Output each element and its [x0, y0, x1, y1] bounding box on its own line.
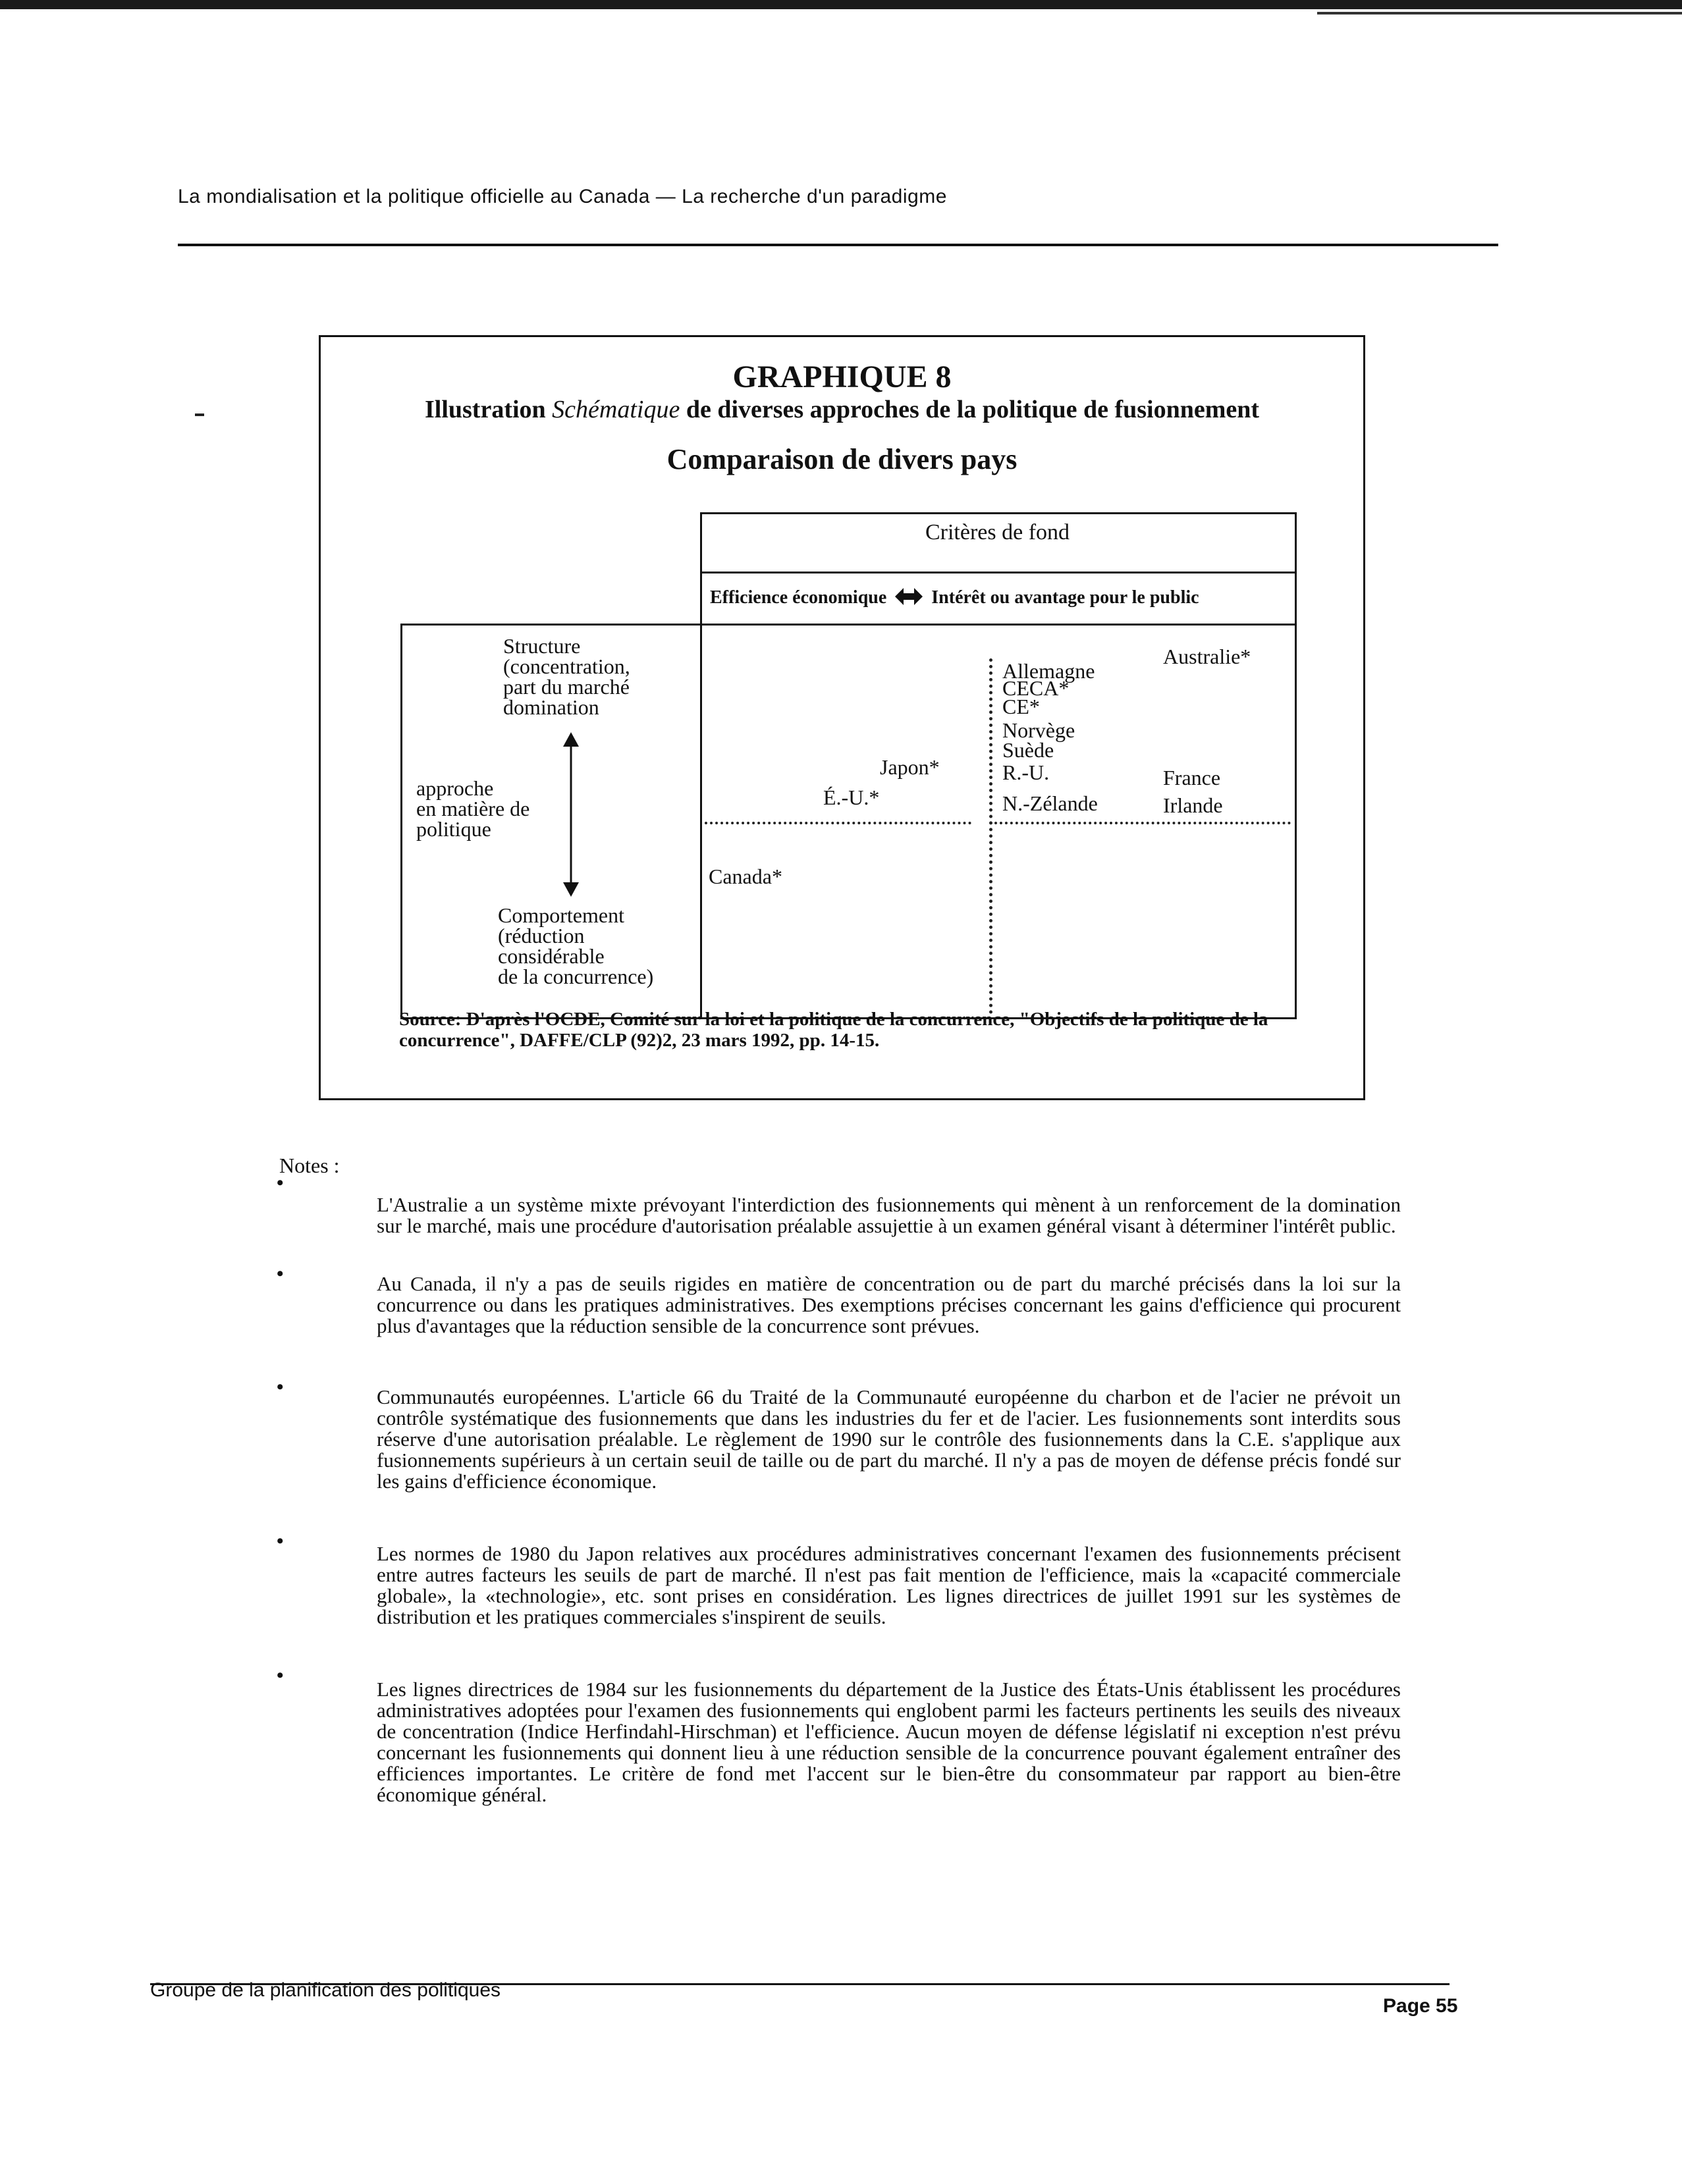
- country-nzelande: N.-Zélande: [1002, 791, 1098, 815]
- row-label-policy: approche en matière de politique: [416, 776, 530, 841]
- country-france: France: [1163, 766, 1221, 789]
- running-head: La mondialisation et la politique officielle au Canada — La recherche d'un paradigme: [178, 186, 947, 207]
- margin-mark: [195, 413, 204, 416]
- scan-top-edge: [0, 0, 1682, 9]
- note-communautes: Communautés européennes. L'article 66 du Traité de la Communauté européenne du charbon et de l'acier ne prévoit un contrôle systématique des fusionnements que dans les industries du fer et de l'acier. Les fusionnements sont interdits sous réserve d'une autorisation préalable. Le règlement de 1990 sur le contrôle des fusionnements dans la C.E. s'applique aux fusionnements supérieurs à un certain seuil de taille ou de part du marché. Il n'y a pas de moyen de défense précis fondé sur les gains d'efficience économique.: [377, 1385, 1401, 1493]
- country-japon: Japon*: [880, 755, 940, 779]
- country-australie: Australie*: [1163, 645, 1251, 668]
- note-bullet: •: [277, 1263, 284, 1285]
- figure-source: Source: D'après l'OCDE, Comité sur la loi et la politique de la concurrence, "Objectifs de la politique de la concurrence", DAFFE/CLP (92)2, 23 mars 1992, pp. 14-15.: [399, 1009, 1268, 1051]
- matrix-left-divider: [700, 624, 702, 1017]
- country-canada: Canada*: [709, 865, 782, 888]
- country-ceca: CECA*: [1002, 676, 1070, 700]
- note-bullet: •: [277, 1665, 284, 1686]
- note-bullet: •: [277, 1376, 284, 1398]
- row-label-structure: Structure (concentration, part du marché domination: [503, 634, 630, 719]
- note-japon: Les normes de 1980 du Japon relatives aux procédures administratives concernant l'examen des fusionnements précisent entre autres facteurs les seuils de part de marché. Il n'est pas fait mention de l'efficience, mais la «capacité commerciale globale», la «technologie», etc. sont prises en considération. Les lignes directrices de juillet 1991 sur les systèmes de distribution et les pratiques commerciales s'inspirent de seuils.: [377, 1542, 1401, 1628]
- dotted-divider-right: [994, 822, 1291, 824]
- note-etats-unis: Les lignes directrices de 1984 sur les fusionnements du département de la Justice des États-Unis établissent les procédures administratives adoptées pour l'examen des fusionnements qui englobent parmi les facteurs pertinents les seuils des niveaux de concentration (Indice Herfindahl-Hirschman) et l'efficience. Aucun moyen de défense législatif ni exception n'est prévu concernant les fusionnements qui donnent lieu à une réduction sensible de la concurrence pouvant également entraîner des efficiences importantes. Le critère de fond met l'accent sur le bien-être du consommateur par rapport au bien-être économique général.: [377, 1678, 1401, 1806]
- figure-number: GRAPHIQUE 8: [732, 360, 952, 394]
- row-label-behaviour: Comportement (réduction considérable de la concurrence): [498, 903, 654, 988]
- page-number: Page 55: [1383, 1995, 1458, 2017]
- country-ce: CE*: [1002, 695, 1040, 718]
- figure-title-suffix: de diverses approches de la politique de fusionnement: [686, 396, 1260, 423]
- double-arrow-icon: [895, 588, 923, 610]
- note-australie: L'Australie a un système mixte prévoyant l'interdiction des fusionnements qui mènent à un renforcement de la domination sur le marché, mais une procédure d'autorisation préalable assujettie à un examen général visant à déterminer l'intérêt public.: [377, 1193, 1401, 1237]
- header-rule: [178, 244, 1498, 246]
- scan-top-edge-secondary: [1317, 12, 1682, 14]
- note-bullet: •: [277, 1172, 284, 1194]
- criteria-axis: [710, 587, 1199, 610]
- dotted-divider-left: [705, 822, 971, 824]
- country-suede: Suède: [1002, 738, 1054, 762]
- country-ru: R.-U.: [1002, 760, 1050, 784]
- notes-title: Notes :: [279, 1154, 340, 1177]
- figure-subtitle: Comparaison de divers pays: [666, 443, 1017, 475]
- vertical-double-arrow-icon: [563, 732, 579, 897]
- axis-left-label: Efficience économique: [710, 587, 887, 608]
- figure-title-italic: Schématique: [552, 396, 680, 423]
- country-irlande: Irlande: [1163, 793, 1223, 817]
- note-bullet: •: [277, 1530, 284, 1552]
- footer-organization: Groupe de la planification des politiques: [150, 1979, 501, 2001]
- dotted-divider-vertical: [989, 658, 992, 1014]
- criteria-header: Critères de fond: [925, 520, 1070, 545]
- country-eu: É.-U.*: [823, 786, 880, 809]
- figure-title-prefix: Illustration: [424, 396, 546, 423]
- country-norvege: Norvège: [1002, 718, 1075, 742]
- note-canada: Au Canada, il n'y a pas de seuils rigides en matière de concentration ou de part du marché précisés dans la loi sur la concurrence ou dans les pratiques administratives. Des exemptions précises concernant les gains d'efficience qui procurent plus d'avantages que la réduction sensible de la concurrence sont prévues.: [377, 1272, 1401, 1337]
- axis-right-label: Intérêt ou avantage pour le public: [931, 587, 1199, 608]
- figure-title: [319, 395, 1365, 424]
- criteria-header-divider: [700, 572, 1295, 573]
- country-allemagne: Allemagne: [1002, 659, 1095, 683]
